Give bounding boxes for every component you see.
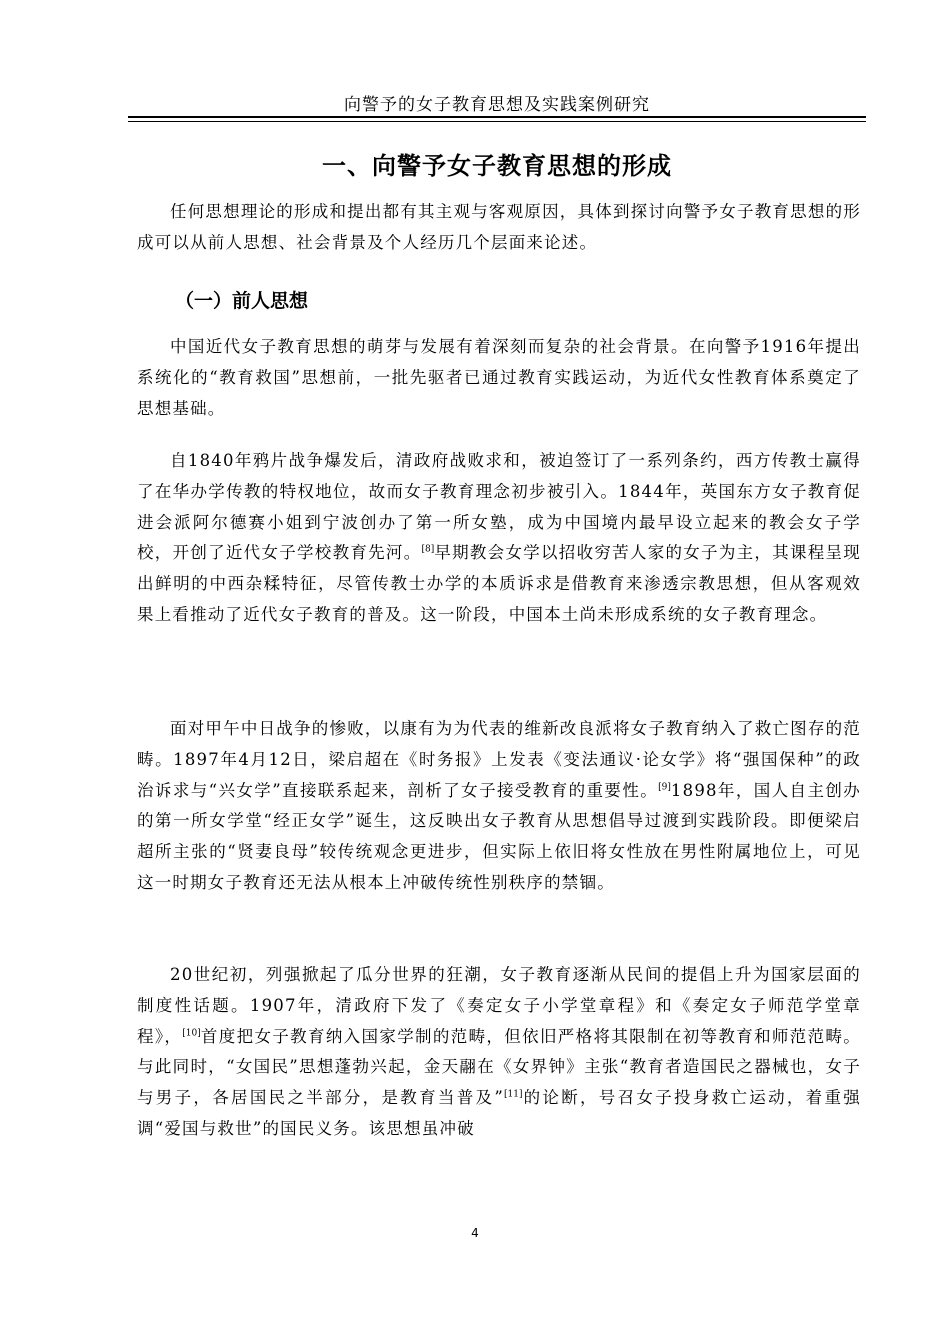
citation-11: [11] <box>503 1089 523 1100</box>
running-header: 向警予的女子教育思想及实践案例研究 <box>344 95 650 115</box>
paragraph-3-text-a: 面对甲午中日战争的惨败，以康有为为代表的维新改良派将女子教育纳入了救亡图存的范畴。1897年4月12日，梁启超在《时务报》上发表《变法通议·论女学》将“强国保种”的政治诉求与“兴女学”直接联系起来，剖析了女子接受教育的重要性。 <box>137 719 861 800</box>
paragraph-1: 中国近代女子教育思想的萌芽与发展有着深刻而复杂的社会背景。在向警予1916年提出系统化的“教育救国”思想前，一批先驱者已通过教育实践运动，为近代女性教育体系奠定了思想基础。 <box>137 337 861 418</box>
citation-8: [8] <box>421 544 435 555</box>
header-rule-thin <box>128 121 866 122</box>
intro-paragraph: 任何思想理论的形成和提出都有其主观与客观原因，具体到探讨向警予女子教育思想的形成可以从前人思想、社会背景及个人经历几个层面来论述。 <box>137 202 861 252</box>
paragraph-4 <box>137 960 861 1145</box>
citation-10: [10] <box>182 1028 201 1039</box>
page-number: 4 <box>471 1226 479 1240</box>
citation-9: [9] <box>658 782 671 793</box>
paragraph-3-text-b: 1898年，国人自主创办的第一所女学堂“经正女学”诞生，这反映出女子教育从思想倡导过渡到实践阶段。即便梁启超所主张的“贤妻良母”较传统观念更进步，但实际上依旧将女性放在男性附属地位上，可见这一时期女子教育还无法从根本上冲破传统性别秩序的禁锢。 <box>137 780 861 892</box>
paragraph-4-text-a: 20世纪初，列强掀起了瓜分世界的狂潮，女子教育逐渐从民间的提倡上升为国家层面的制度性话题。1907年，清政府下发了《奏定女子小学堂章程》和《奏定女子师范学堂章程》， <box>137 965 861 1046</box>
paragraph-2-text-b: 早期教会女学以招收穷苦人家的女子为主，其课程呈现出鲜明的中西杂糅特征，尽管传教士办学的本质诉求是借教育来渗透宗教思想，但从客观效果上看推动了近代女子教育的普及。这一阶段，中国本土尚未形成系统的女子教育理念。 <box>137 543 861 624</box>
paragraph-2-text-a: 自1840年鸦片战争爆发后，清政府战败求和，被迫签订了一系列条约，西方传教士赢得了在华办学传教的特权地位，故而女子教育理念初步被引入。1844年，英国东方女子教育促进会派阿尔德赛小姐到宁波创办了第一所女塾，成为中国境内最早设立起来的教会女子学校，开创了近代女子学校教育先河。 <box>137 451 861 563</box>
paragraph-4-text-c: 的论断，号召女子投身救亡运动，着重强调“爱国与救世”的国民义务。该思想虽冲破 <box>137 1088 861 1138</box>
header-rule-thick <box>128 116 866 118</box>
section-title: 一、向警予女子教育思想的形成 <box>322 152 672 180</box>
paragraph-4-text-b: 首度把女子教育纳入国家学制的范畴，但依旧严格将其限制在初等教育和师范范畴。与此同时，“女国民”思想蓬勃兴起，金天翮在《女界钟》主张“教育者造国民之器械也，女子与男子，各居国民之半部分，是教育当普及” <box>137 1026 861 1108</box>
paragraph-2 <box>137 446 861 631</box>
subsection-title: （一）前人思想 <box>175 290 309 312</box>
paragraph-3 <box>137 714 861 899</box>
